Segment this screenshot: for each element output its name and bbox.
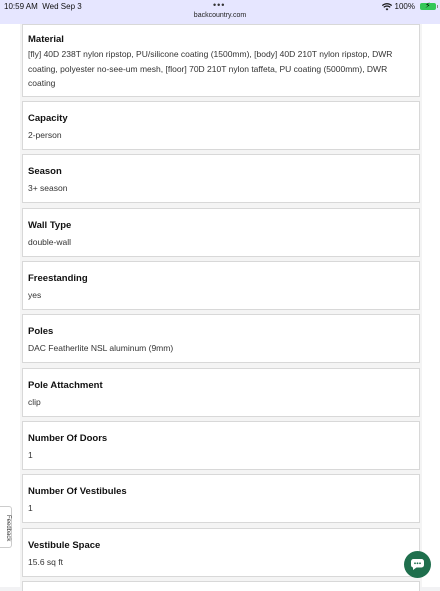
spec-card-poles bbox=[22, 314, 420, 363]
spec-label: Season bbox=[28, 166, 62, 177]
spec-value: yes bbox=[28, 290, 42, 300]
status-indicators bbox=[382, 2, 436, 11]
spec-label: Freestanding bbox=[28, 273, 88, 284]
spec-value: 1 bbox=[28, 450, 33, 460]
spec-label: Wall Type bbox=[28, 220, 72, 231]
address-url[interactable]: backcountry.com bbox=[193, 12, 247, 19]
battery-icon: ⚡ bbox=[420, 3, 436, 10]
spec-value: 2-person bbox=[28, 130, 62, 140]
spec-value: 1 bbox=[28, 503, 33, 513]
spec-card-number-of-vestibules bbox=[22, 474, 420, 523]
spec-value: clip bbox=[28, 397, 41, 407]
spec-label: Material bbox=[28, 34, 64, 45]
multitasking-dots-icon[interactable]: ••• bbox=[213, 0, 226, 10]
spec-card-vestibule-space bbox=[22, 528, 420, 577]
spec-label: Number Of Vestibules bbox=[28, 486, 127, 497]
battery-percent: 100% bbox=[394, 2, 415, 11]
spec-card-wall-type bbox=[22, 208, 420, 257]
feedback-label: Feedback bbox=[5, 514, 11, 542]
spec-card-capacity bbox=[22, 101, 420, 150]
spec-label: Pole Attachment bbox=[28, 380, 103, 391]
spec-value: double-wall bbox=[28, 237, 71, 247]
status-bar bbox=[0, 0, 440, 24]
spec-label: Capacity bbox=[28, 113, 68, 124]
spec-card-partial bbox=[22, 581, 420, 591]
status-time: 10:59 AM Wed Sep 3 bbox=[4, 2, 82, 11]
chat-bubble-icon bbox=[410, 558, 425, 571]
spec-card-pole-attachment bbox=[22, 368, 420, 417]
spec-label: Number Of Doors bbox=[28, 433, 108, 444]
spec-label: Vestibule Space bbox=[28, 540, 101, 551]
spec-value: 3+ season bbox=[28, 183, 68, 193]
spec-card-freestanding bbox=[22, 261, 420, 310]
spec-label: Poles bbox=[28, 326, 54, 337]
chat-button[interactable] bbox=[404, 551, 431, 578]
spec-value: [fly] 40D 238T nylon ripstop, PU/silicone coating (1500mm), [body] 40D 210T nylon ripstop, DWR coating, polyester no-see-um mesh, [floor] 70D 210T nylon taffeta, PU coating (5000mm), DWR coating bbox=[28, 49, 393, 88]
feedback-button[interactable] bbox=[0, 506, 12, 548]
spec-card-material bbox=[22, 24, 420, 97]
wifi-icon bbox=[382, 3, 392, 11]
spec-value: DAC Featherlite NSL aluminum (9mm) bbox=[28, 343, 174, 353]
spec-card-number-of-doors bbox=[22, 421, 420, 470]
spec-value: 15.6 sq ft bbox=[28, 557, 63, 567]
spec-card-season bbox=[22, 154, 420, 203]
